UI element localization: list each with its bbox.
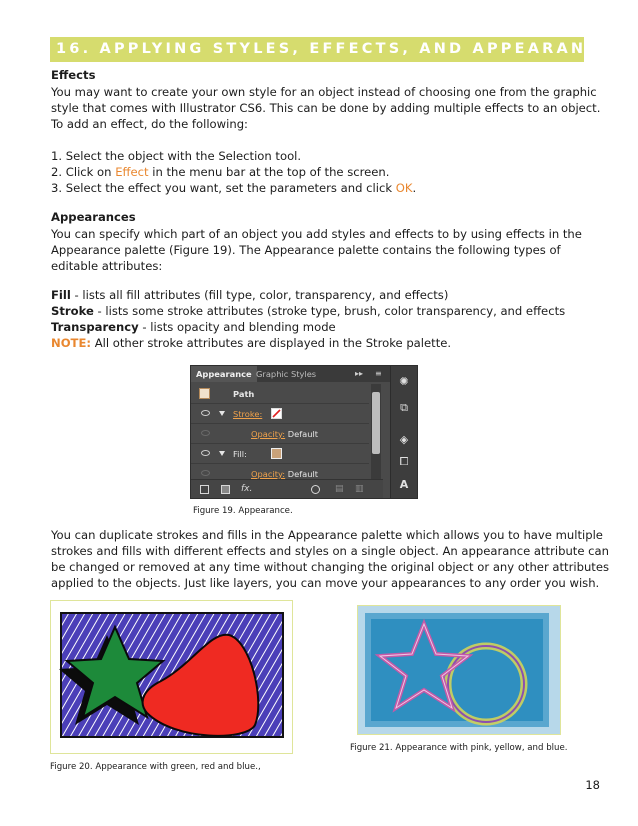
duplicate-item-icon[interactable]: ▤ [335,484,344,494]
fill-opacity-row: Opacity: Default [251,469,319,479]
figure-19-caption: Figure 19. Appearance. [193,506,293,516]
body2-line-1: You can duplicate strokes and fills in the Appearance palette which allows you to have multiple [51,528,603,542]
panel-row-fill-opacity[interactable] [191,464,369,480]
visibility-eye-icon[interactable] [201,410,210,416]
figure-21-frame [357,605,561,735]
tab-appearance[interactable]: Appearance [191,366,257,382]
figure-21-caption: Figure 21. Appearance with pink, yellow, and blue. [350,743,568,753]
add-stroke-icon[interactable] [200,485,209,494]
panel-tab-bar [191,366,391,382]
fill-label[interactable]: Fill: [233,449,247,459]
delete-item-icon[interactable]: ▥ [355,484,364,494]
panel-footer [191,479,383,498]
tab-graphic-styles[interactable]: Graphic Styles [256,369,317,379]
body2-line-4: applied to the objects. Just like layers, you can move your appearances to any order you wish. [51,576,600,590]
panel-row-fill[interactable] [191,444,369,464]
path-label: Path [233,389,255,399]
section-banner: 16. APPLYING STYLES, EFFECTS, AND APPEARANCES [50,37,584,62]
opacity-row: Opacity: Default [251,429,319,439]
appearances-para-line-1: You can specify which part of an object you add styles and effects to by using effects in the [51,227,582,241]
panel-side-dock [390,366,417,498]
step-2: 2. Click on Effect in the menu bar at the top of the screen. [51,165,390,179]
effects-heading: Effects [51,68,96,82]
appearances-para-line-3: editable attributes: [51,259,163,273]
appearances-para-line-2: Appearance palette (Figure 19). The Appearance palette contains the following types of [51,243,561,257]
sun-icon[interactable]: ✺ [399,375,409,388]
appearances-heading: Appearances [51,210,136,224]
effects-para-line-1: You may want to create your own style for an object instead of choosing one from the graphic [51,85,597,99]
character-icon[interactable]: A [399,478,409,491]
visibility-eye-icon[interactable] [201,430,210,436]
layers-icon[interactable]: ◈ [399,433,409,446]
fill-swatch-icon[interactable] [271,448,282,459]
visibility-eye-icon[interactable] [201,450,210,456]
scrollbar-thumb[interactable] [372,392,380,454]
step-3: 3. Select the effect you want, set the parameters and click OK. [51,181,417,195]
step-1: 1. Select the object with the Selection tool. [51,149,302,163]
effects-para-line-2: style that comes with Illustrator CS6. This can be done by adding multiple effects to an object. [51,101,601,115]
note: NOTE: All other stroke attributes are displayed in the Stroke palette. [51,336,452,350]
clear-appearance-icon[interactable] [311,485,320,494]
body2-line-3: be changed or removed at any time without changing the original object or any other attributes [51,560,610,574]
add-fill-icon[interactable] [221,485,230,494]
panel-menu-icon[interactable]: ≡ [375,369,382,378]
body2-line-2: strokes and fills with different effects and styles on a single object. An appearance attribute can [51,544,609,558]
page-number: 18 [585,778,600,792]
effect-menu-term: Effect [115,165,149,179]
effects-para-line-3: To add an effect, do the following: [51,117,248,131]
artboards-icon[interactable]: ⧠ [399,455,409,468]
symbols-icon[interactable]: ⧉ [400,401,408,414]
figure-20-frame [50,600,293,754]
transparency-definition: Transparency - lists opacity and blending mode [51,320,336,334]
appearance-panel [190,365,418,499]
disclosure-triangle-icon[interactable] [219,451,225,456]
path-thumbnail-icon [199,388,210,399]
visibility-eye-icon[interactable] [201,470,210,476]
figure-20-image [51,601,292,753]
stroke-definition: Stroke - lists some stroke attributes (stroke type, brush, color transparency, and effects [51,304,566,318]
figure-20-caption: Figure 20. Appearance with green, red and blue., [50,762,261,772]
fill-definition: Fill - lists all fill attributes (fill type, color, transparency, and effects) [51,288,449,302]
fx-effect-icon[interactable]: fx. [241,484,253,494]
panel-row-path[interactable] [191,384,369,404]
panel-row-stroke[interactable] [191,404,369,424]
stroke-label[interactable]: Stroke: [233,409,263,419]
panel-scrollbar[interactable] [371,384,381,480]
panel-collapse-icon[interactable]: ▸▸ [355,369,364,378]
figure-21-image [358,606,560,734]
ok-term: OK [395,181,413,195]
stroke-swatch-icon[interactable] [271,408,282,419]
panel-row-stroke-opacity[interactable] [191,424,369,444]
disclosure-triangle-icon[interactable] [219,411,225,416]
